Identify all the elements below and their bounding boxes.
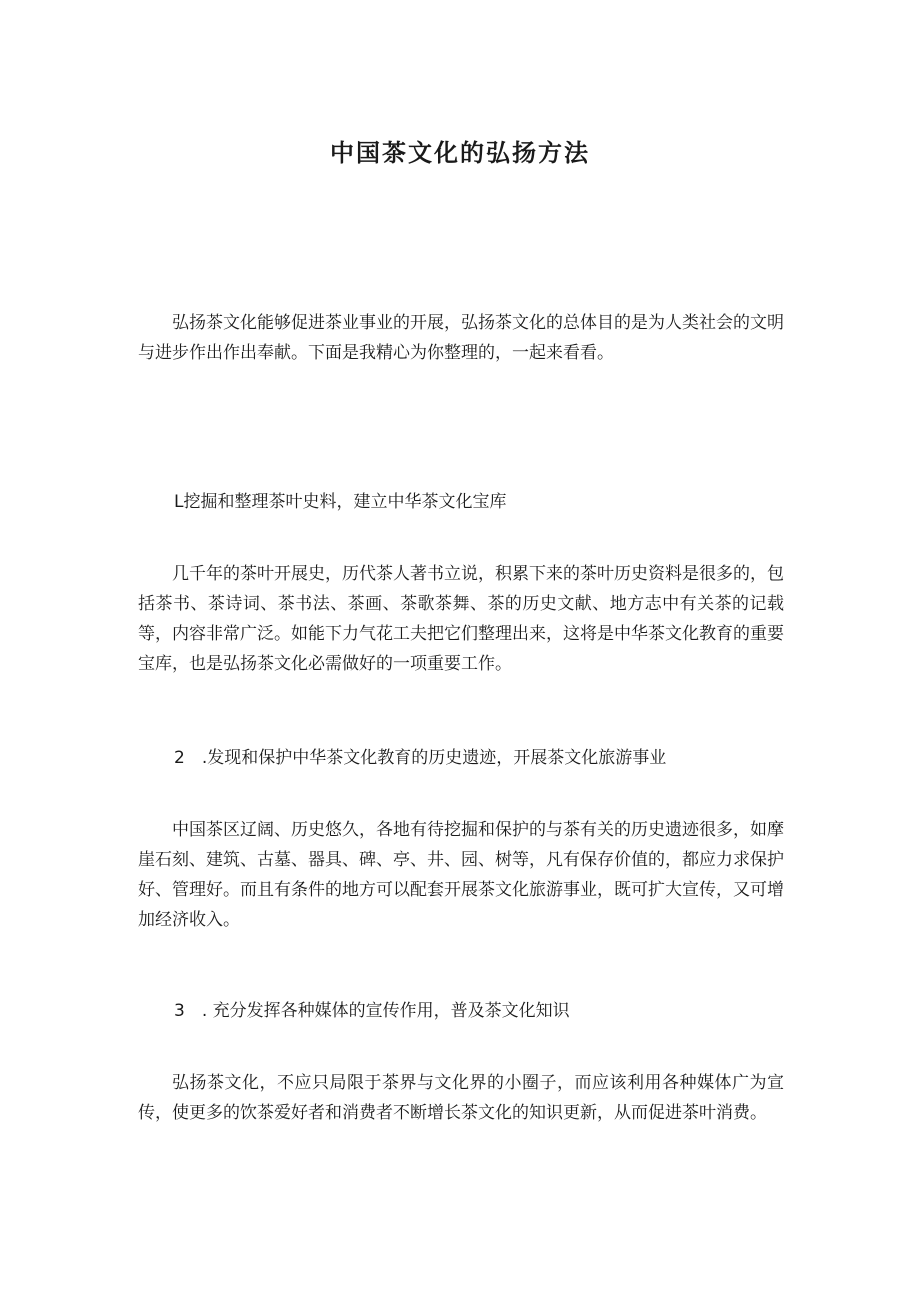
section-heading-3: 3 . 充分发挥各种媒体的宣传作用，普及茶文化知识	[174, 1001, 570, 1021]
section-heading-2: 2 .发现和保护中华茶文化教育的历史遗迹，开展茶文化旅游事业	[174, 748, 667, 768]
page-title: 中国茶文化的弘扬方法	[330, 138, 590, 168]
section-body-1: 几千年的茶叶开展史，历代茶人著书立说，积累下来的茶叶历史资料是很多的，包括茶书、茶诗词、茶书法、茶画、茶歌茶舞、茶的历史文献、地方志中有关茶的记载等，内容非常广泛。如能下力气花工夫把它们整理出来，这将是中华茶文化教育的重要宝库，也是弘扬茶文化必需做好的一项重要工作。	[138, 564, 784, 674]
section-body-3: 弘扬茶文化，不应只局限于茶界与文化界的小圈子，而应该利用各种媒体广为宣传，使更多的饮茶爱好者和消费者不断增长茶文化的知识更新，从而促进茶叶消费。	[138, 1073, 784, 1123]
intro-paragraph: 弘扬茶文化能够促进茶业事业的开展，弘扬茶文化的总体目的是为人类社会的文明与进步作出作出奉献。下面是我精心为你整理的，一起来看看。	[138, 313, 784, 363]
section-heading-1: L挖掘和整理茶叶史料，建立中华茶文化宝库	[174, 492, 507, 512]
section-body-2: 中国茶区辽阔、历史悠久，各地有待挖掘和保护的与茶有关的历史遗迹很多，如摩崖石刻、建筑、古墓、器具、碑、亭、井、园、树等，凡有保存价值的，都应力求保护好、管理好。而且有条件的地方可以配套开展茶文化旅游事业，既可扩大宣传，又可增加经济收入。	[138, 820, 784, 930]
